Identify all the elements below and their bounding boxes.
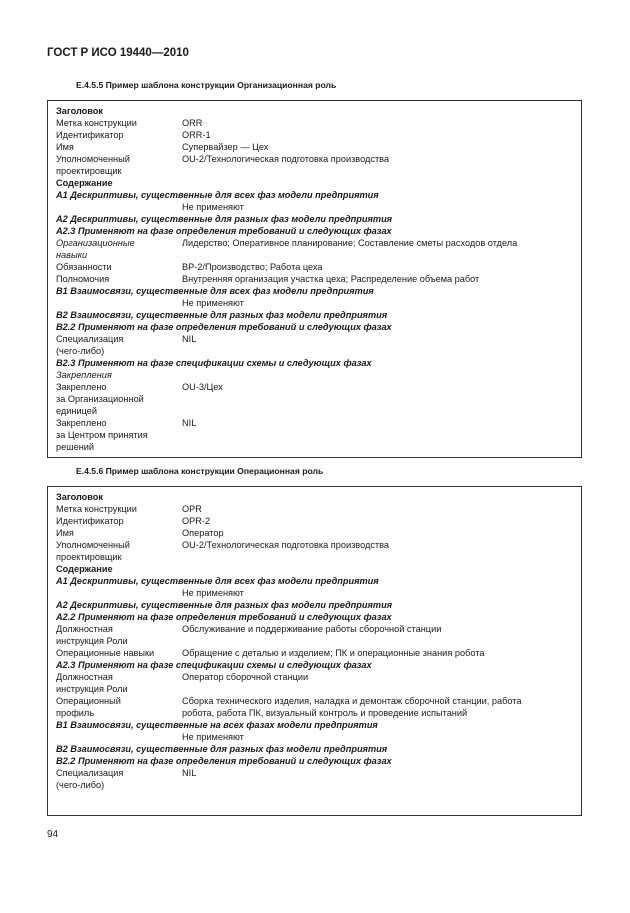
section-heading-row — [56, 719, 573, 731]
field-label: проектировщик — [56, 166, 122, 176]
field-row — [56, 237, 573, 249]
field-value: OU-2/Технологическая подготовка производства — [182, 154, 390, 164]
field-value — [182, 165, 573, 177]
field-value — [182, 779, 573, 791]
field-value: OPR-2 — [182, 516, 211, 526]
field-row — [56, 731, 573, 743]
template-box-operational-role — [47, 486, 582, 816]
field-label: Специализация — [56, 334, 124, 344]
field-value — [387, 743, 573, 755]
field-value — [103, 105, 573, 117]
field-label: Закреплено — [56, 418, 107, 428]
section-heading-row — [56, 309, 573, 321]
section-heading-row — [56, 575, 573, 587]
field-row — [56, 623, 573, 635]
field-value: Не применяют — [182, 202, 244, 212]
field-value — [182, 551, 573, 563]
field-label: за Организационной — [56, 394, 144, 404]
field-label: B1 Взаимосвязи, существенные на всех фазах модели предприятия — [56, 720, 378, 730]
group-heading-row — [56, 563, 573, 575]
page-number: 94 — [47, 829, 59, 840]
field-value: Обслуживание и поддерживание работы сборочной станции — [182, 624, 442, 634]
template-rows — [56, 491, 573, 791]
field-value: Оператор сборочной станции — [182, 672, 309, 682]
field-row — [56, 381, 573, 393]
field-label: A2 Дескриптивы, существенные для разных фаз модели предприятия — [56, 214, 393, 224]
field-label: инструкция Роли — [56, 636, 128, 646]
field-value — [392, 611, 573, 623]
field-label — [56, 731, 182, 743]
field-value — [374, 285, 573, 297]
field-label: A2.3 Применяют на фазе спецификации схемы и следующих фазах — [56, 660, 372, 670]
field-label: B2.2 Применяют на фазе определения требований и следующих фазах — [56, 322, 392, 332]
field-label: решений — [56, 442, 95, 452]
field-value: Лидерство; Оперативное планирование; Составление сметы расходов отдела — [182, 238, 518, 248]
field-row — [56, 635, 573, 647]
section-heading-row — [56, 357, 573, 369]
field-label: Заголовок — [56, 492, 104, 502]
field-label: (чего-либо) — [56, 780, 105, 790]
field-label: Организационные — [56, 238, 135, 248]
field-label: Заголовок — [56, 106, 104, 116]
field-row — [56, 527, 573, 539]
field-label: Содержание — [56, 564, 113, 574]
field-row — [56, 695, 573, 707]
field-row — [56, 671, 573, 683]
field-row — [56, 117, 573, 129]
section-title-organizational-role: E.4.5.5 Пример шаблона конструкции Организационная роль — [76, 80, 337, 90]
field-row — [56, 429, 573, 441]
field-row — [56, 779, 573, 791]
field-value: OPR — [182, 504, 202, 514]
field-row — [56, 503, 573, 515]
field-label: Идентификатор — [56, 130, 124, 140]
field-row — [56, 647, 573, 659]
field-label — [56, 201, 182, 213]
field-row — [56, 333, 573, 345]
field-value: NIL — [182, 334, 197, 344]
section-heading-row — [56, 225, 573, 237]
field-value — [372, 357, 573, 369]
field-label: (чего-либо) — [56, 346, 105, 356]
field-value — [182, 441, 573, 453]
field-label: за Центром принятия — [56, 430, 148, 440]
group-heading-row — [56, 105, 573, 117]
section-heading-row — [56, 611, 573, 623]
field-row — [56, 129, 573, 141]
field-row — [56, 587, 573, 599]
field-value — [182, 369, 573, 381]
field-label: Операционные навыки — [56, 648, 155, 658]
field-label: B2.3 Применяют на фазе спецификации схемы и следующих фазах — [56, 358, 372, 368]
section-heading-row — [56, 599, 573, 611]
field-label: Обязанности — [56, 262, 112, 272]
field-label: проектировщик — [56, 552, 122, 562]
section-heading-row — [56, 285, 573, 297]
field-row — [56, 153, 573, 165]
field-row — [56, 707, 573, 719]
field-label: Уполномоченный — [56, 154, 130, 164]
field-label: B2 Взаимосвязи, существенные для разных фаз модели предприятия — [56, 310, 388, 320]
field-label: Имя — [56, 142, 74, 152]
field-label: A1 Дескриптивы, существенные для всех фаз модели предприятия — [56, 190, 379, 200]
field-label: A2.3 Применяют на фазе определения требований и следующих фазах — [56, 226, 392, 236]
field-label — [56, 297, 182, 309]
field-label: Должностная — [56, 624, 113, 634]
field-label: B1 Взаимосвязи, существенные для всех фаз модели предприятия — [56, 286, 374, 296]
field-label: навыки — [56, 250, 88, 260]
field-value — [182, 429, 573, 441]
field-value: Не применяют — [182, 732, 244, 742]
group-heading-row — [56, 177, 573, 189]
field-label: Должностная — [56, 672, 113, 682]
field-row — [56, 405, 573, 417]
section-heading-row — [56, 189, 573, 201]
field-value — [392, 213, 573, 225]
field-value: Сборка технического изделия, наладка и демонтаж сборочной станции, работа — [182, 696, 522, 706]
field-row — [56, 539, 573, 551]
field-row — [56, 201, 573, 213]
field-label: B2.2 Применяют на фазе определения требований и следующих фазах — [56, 756, 392, 766]
field-value — [379, 575, 573, 587]
field-row — [56, 165, 573, 177]
field-value — [387, 309, 573, 321]
field-value — [392, 225, 573, 237]
field-label: Имя — [56, 528, 74, 538]
field-row — [56, 273, 573, 285]
field-value — [392, 755, 573, 767]
field-value: BP-2/Производство; Работа цеха — [182, 262, 323, 272]
section-title-operational-role: E.4.5.6 Пример шаблона конструкции Операционная роль — [76, 466, 324, 476]
field-row — [56, 249, 573, 261]
field-label: Полномочия — [56, 274, 110, 284]
document-header: ГОСТ Р ИСО 19440—2010 — [47, 47, 189, 59]
field-label: единицей — [56, 406, 98, 416]
field-value — [182, 249, 573, 261]
field-value: OU-2/Технологическая подготовка производства — [182, 540, 390, 550]
field-label: инструкция Роли — [56, 684, 128, 694]
field-value — [182, 393, 573, 405]
field-value: Обращение с деталью и изделием; ПК и операционные знания робота — [182, 648, 485, 658]
field-value — [103, 491, 573, 503]
field-label: Специализация — [56, 768, 124, 778]
field-value: Не применяют — [182, 298, 244, 308]
field-row — [56, 417, 573, 429]
field-label: A2.2 Применяют на фазе определения требований и следующих фазах — [56, 612, 392, 622]
field-value — [182, 405, 573, 417]
template-box-organizational-role — [47, 100, 582, 458]
field-label: профиль — [56, 708, 95, 718]
field-value: NIL — [182, 768, 197, 778]
field-label: A1 Дескриптивы, существенные для всех фаз модели предприятия — [56, 576, 379, 586]
field-value — [113, 563, 573, 575]
field-row — [56, 345, 573, 357]
field-row — [56, 261, 573, 273]
field-label: Содержание — [56, 178, 113, 188]
field-row — [56, 683, 573, 695]
field-value: NIL — [182, 418, 197, 428]
field-row — [56, 441, 573, 453]
field-value — [182, 635, 573, 647]
field-value: ORR-1 — [182, 130, 211, 140]
section-heading-row — [56, 743, 573, 755]
field-value: Оператор — [182, 528, 224, 538]
section-heading-row — [56, 213, 573, 225]
field-value — [372, 659, 573, 671]
field-row — [56, 393, 573, 405]
field-label: Идентификатор — [56, 516, 124, 526]
field-value: Не применяют — [182, 588, 244, 598]
section-heading-row — [56, 755, 573, 767]
field-value — [182, 345, 573, 357]
field-label: Закрепления — [56, 370, 112, 380]
field-value: Супервайзер — Цех — [182, 142, 269, 152]
field-value: Внутренняя организация участка цеха; Распределение объема работ — [182, 274, 480, 284]
field-value — [378, 719, 573, 731]
field-value — [379, 189, 573, 201]
field-value — [392, 599, 573, 611]
field-value — [392, 321, 573, 333]
field-label — [56, 587, 182, 599]
field-row — [56, 767, 573, 779]
field-label: Закреплено — [56, 382, 107, 392]
field-row — [56, 141, 573, 153]
section-heading-row — [56, 659, 573, 671]
field-value — [113, 177, 573, 189]
field-label: Метка конструкции — [56, 504, 137, 514]
field-value: ORR — [182, 118, 203, 128]
field-label: A2 Дескриптивы, существенные для разных фаз модели предприятия — [56, 600, 393, 610]
field-value — [182, 683, 573, 695]
field-value: робота, работа ПК, визуальный контроль и проведение испытаний — [182, 708, 468, 718]
template-rows — [56, 105, 573, 453]
field-row — [56, 297, 573, 309]
field-row — [56, 551, 573, 563]
group-heading-row — [56, 491, 573, 503]
field-row — [56, 515, 573, 527]
field-row — [56, 369, 573, 381]
field-label: Метка конструкции — [56, 118, 137, 128]
field-label: B2 Взаимосвязи, существенные для разных фаз модели предприятия — [56, 744, 388, 754]
field-label: Операционный — [56, 696, 121, 706]
section-heading-row — [56, 321, 573, 333]
field-label: Уполномоченный — [56, 540, 130, 550]
field-value: OU-3/Цех — [182, 382, 223, 392]
